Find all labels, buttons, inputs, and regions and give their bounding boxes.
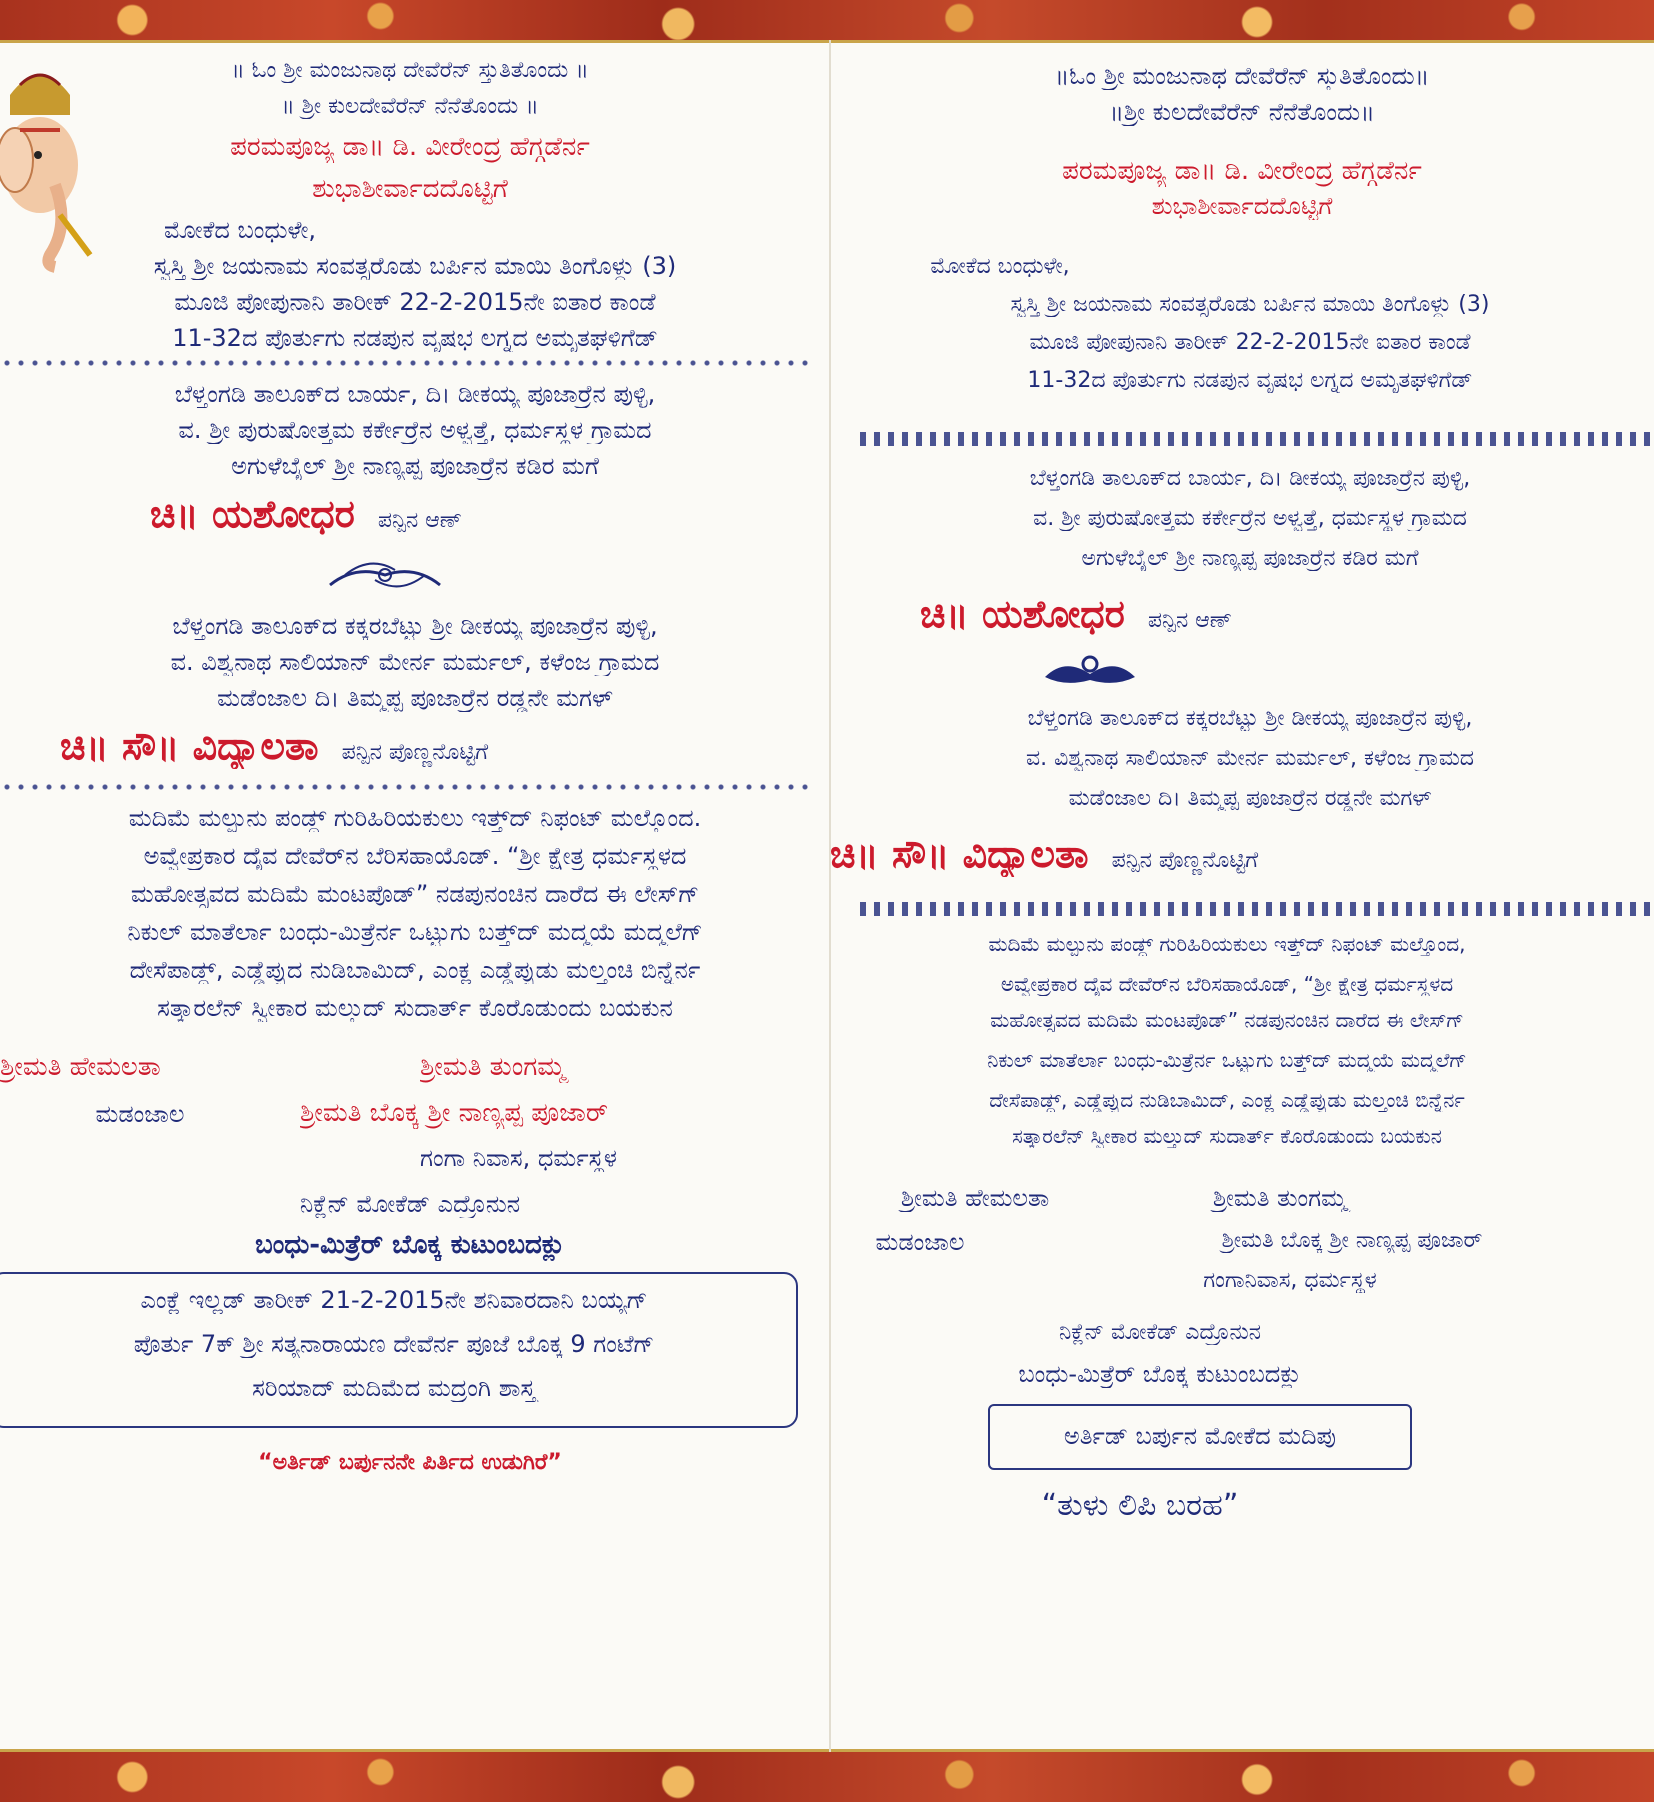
intro-line-2: ಮೂಜಿ ಪೋಪುನಾನಿ ತಾರೀಕ್ 22-2-2015ನೇ ಐತಾರ ಕಾಂಡೆ: [174, 288, 656, 316]
bride-parents-line-3: ಮಡೆಂಜಾಲ ದಿ। ತಿಮ್ಮಪ್ಪ ಪೂಜಾರ್ರೆನ ರಡ್ಡನೇ ಮಗಳ್: [217, 684, 613, 712]
body-line-5: ದೇಸೆಪಾಡ್ದ್, ಎಡ್ಡೆಪ್ಪುದ ನುಡಿಬಾಮಿದ್, ಎಂಕ್ಲ ಎಡ್ಡೆಪ್ಪುಡು ಮಲ್ತಂಚಿ ಬಿನ್ನೆರ್ನ: [129, 956, 701, 984]
intro-line-2: ಮೂಜಿ ಪೋಪುನಾನಿ ತಾರೀಕ್ 22-2-2015ನೇ ಐತಾರ ಕಾಂಡೆ: [1029, 330, 1471, 355]
invocation-line-1: ॥ಓಂ ಶ್ರೀ ಮಂಜುನಾಥ ದೇವೆರೆನ್ ಸ್ತುತಿತೊಂದು॥: [1054, 62, 1430, 90]
joined-hands-icon: [325, 545, 445, 605]
intro-line-3: 11-32ದ ಪೊರ್ತುಗು ನಡಪುನ ವೃಷಭ ಲಗ್ನದ ಅಮೃತಘಳಿಗೆಡ್: [1027, 368, 1473, 393]
bride-parents-line-1: ಬೆಳ್ತಂಗಡಿ ತಾಲೂಕ್‌ದ ಕಕ್ಕರಬೆಟ್ಟು ಶ್ರೀ ಡೀಕಯ್ಯ ಪೂಜಾರ್ರೆನ ಪುಳ್ಳಿ,: [172, 612, 658, 640]
intro-line-1: ಸ್ವಸ್ತಿ ಶ್ರೀ ಜಯನಾಮ ಸಂವತ್ಸರೊಡು ಬರ್ಪಿನ ಮಾಯಿ ತಿಂಗೊಳ್ದು (3): [153, 252, 677, 280]
body-line-4: ನಿಕುಲ್ ಮಾತೆರ್ಲಾ ಬಂಧು-ಮಿತ್ರೆರ್ನ ಒಟ್ಟುಗು ಬತ್ತ್‌ದ್ ಮದ್ಮಯೆ ಮದ್ಮಲೆಗ್: [987, 1048, 1467, 1072]
signatory-right-name-1: ಶ್ರೀಮತಿ ತುಂಗಮ್ಮ: [1212, 1184, 1348, 1212]
signatory-right-name-2: ಶ್ರೀಮತಿ ಬೊಕ್ಕ ಶ್ರೀ ನಾಣ್ಯಪ್ಪ ಪೂಜಾರ್: [300, 1098, 609, 1128]
ornamental-divider: [0, 356, 810, 370]
bride-name: ಚಿ॥ ಸೌ॥ ವಿದ್ಯಾಲತಾ: [60, 724, 319, 768]
groom-parents-line-1: ಬೆಳ್ತಂಗಡಿ ತಾಲೂಕ್‌ದ ಬಾರ್ಯ, ದಿ। ಡೀಕಯ್ಯ ಪೂಜಾರ್ರೆನ ಪುಳ್ಳಿ,: [174, 380, 656, 408]
bride-parents-line-2: ವ. ವಿಶ್ವನಾಥ ಸಾಲಿಯಾನ್ ಮೇರ್ನ ಮರ್ಮಲ್, ಕಳೆಂಜ ಗ್ರಾಮದ: [170, 648, 660, 676]
invocation-line-2: ॥ಶ್ರೀ ಕುಲದೇವೆರೆನ್ ನೆನೆತೊಂದು॥: [1109, 98, 1375, 126]
closing-line-1: ನಿಕ್ಲೆನ್ ಮೋಕೆಡ್ ಎದ್ರೊನುನ: [299, 1190, 521, 1218]
groom-parents-line-1: ಬೆಳ್ತಂಗಡಿ ತಾಲೂಕ್‌ದ ಬಾರ್ಯ, ದಿ। ಡೀಕಯ್ಯ ಪೂಜಾರ್ರೆನ ಪುಳ್ಳಿ,: [1029, 466, 1471, 491]
blessing-line: ಶುಭಾಶೀರ್ವಾದದೊಟ್ಟಿಗೆ: [1151, 192, 1333, 220]
motto: “ತುಳು ಲಿಪಿ ಬರಹ”: [1041, 1488, 1239, 1523]
notice-line-3: ಸರಿಯಾದ್ ಮದಿಮೆದ ಮದ್ರಂಗಿ ಶಾಸ್ತ್ರ: [252, 1374, 536, 1402]
ornamental-divider: [0, 780, 810, 794]
motto: “ಅರ್ತಿಡ್ ಬರ್ಪುನನೇ ಪಿರ್ತಿದ ಉಡುಗಿರೆ”: [258, 1450, 562, 1475]
intro-line-1: ಸ್ವಸ್ತಿ ಶ್ರೀ ಜಯನಾಮ ಸಂವತ್ಸರೊಡು ಬರ್ಪಿನ ಮಾಯಿ ತಿಂಗೊಳ್ದು (3): [1010, 292, 1490, 317]
motto-box-text: ಅರ್ತಿಡ್ ಬರ್ಪುನ ಮೋಕೆದ ಮದಿಪು: [1063, 1422, 1337, 1450]
groom-name: ಚಿ॥ ಯಶೋಧರ: [150, 492, 355, 536]
body-line-4: ನಿಕುಲ್ ಮಾತೆರ್ಲಾ ಬಂಧು-ಮಿತ್ರೆರ್ನ ಒಟ್ಟುಗು ಬತ್ತ್‌ದ್ ಮದ್ಮಯೆ ಮದ್ಮಲೆಗ್: [127, 918, 703, 946]
body-line-3: ಮಹೋತ್ಸವದ ಮದಿಮೆ ಮಂಟಪೊಡ್” ನಡಪುನಂಚಿನ ದಾರೆದ ಈ ಲೇಸ್‌ಗ್: [130, 880, 700, 908]
greeting: ಮೋಕೆದ ಬಂಧುಳೇ,: [930, 254, 1070, 279]
ornamental-divider: [860, 902, 1650, 916]
bride-row: [830, 832, 1650, 877]
bride-suffix: ಪನ್ಪಿನ ಪೊಣ್ಣನೊಟ್ಟಿಗೆ: [1111, 848, 1259, 873]
groom-parents-line-3: ಅಗುಳೆಬೈಲ್ ಶ್ರೀ ನಾಣ್ಯಪ್ಪ ಪೂಜಾರ್ರೆನ ಕಡಿರ ಮಗೆ: [231, 452, 599, 480]
signatory-left-place: ಮಡಂಜಾಲ: [95, 1100, 185, 1128]
signatory-left-name: ಶ್ರೀಮತಿ ಹೇಮಲತಾ: [0, 1052, 161, 1082]
right-panel-tulu: [830, 40, 1654, 1752]
bottom-floral-border: [0, 1752, 1654, 1802]
groom-suffix: ಪನ್ಪಿನ ಆಣ್: [1147, 608, 1232, 633]
bride-name: ಚಿ॥ ಸೌ॥ ವಿದ್ಯಾಲತಾ: [830, 832, 1089, 876]
notice-line-1: ಎಂಕ್ಲೆ ಇಲ್ಲಡ್ ತಾರೀಕ್ 21-2-2015ನೇ ಶನಿವಾರದಾನಿ ಬಯ್ಯಗ್: [140, 1286, 648, 1314]
invocation-line-2: ॥ ಶ್ರೀ ಕುಲದೇವೆರೆನ್ ನೆನೆತೊಂದು ॥: [281, 94, 539, 119]
groom-parents-line-2: ವ. ಶ್ರೀ ಪುರುಷೋತ್ತಮ ಕರ್ಕೇರ್ರೆನ ಅಳ್ವತ್ತೆ, ಧರ್ಮಸ್ಥಳ ಗ್ರಾಮದ: [178, 416, 652, 444]
groom-parents-line-3: ಅಗುಳೆಬೈಲ್ ಶ್ರೀ ನಾಣ್ಯಪ್ಪ ಪೂಜಾರ್ರೆನ ಕಡಿರ ಮಗೆ: [1081, 546, 1419, 571]
blessing-name: ಪರಮಪೂಜ್ಯ ಡಾ॥ ಡಿ. ವೀರೇಂದ್ರ ಹೆಗ್ಗಡೆರ್ನ: [230, 132, 590, 162]
intro-line-3: 11-32ದ ಪೊರ್ತುಗು ನಡಪುನ ವೃಷಭ ಲಗ್ನದ ಅಮೃತಘಳಿಗೆಡ್: [172, 324, 658, 352]
bride-parents-line-2: ವ. ವಿಶ್ವನಾಥ ಸಾಲಿಯಾನ್ ಮೇರ್ನ ಮರ್ಮಲ್, ಕಳೆಂಜ ಗ್ರಾಮದ: [1025, 746, 1475, 771]
invocation-line-1: ॥ ಓಂ ಶ್ರೀ ಮಂಜುನಾಥ ದೇವೆರೆನ್ ಸ್ತುತಿತೊಂದು ॥: [231, 58, 589, 83]
mehendi-notice-box: [0, 1272, 798, 1428]
signatory-right-name-1: ಶ್ರೀಮತಿ ತುಂಗಮ್ಮ: [420, 1052, 566, 1082]
flourish-ornament-icon: [1040, 652, 1140, 692]
notice-line-2: ಪೊರ್ತು 7ಕ್ ಶ್ರೀ ಸತ್ಯನಾರಾಯಣ ದೇವೆರ್ನ ಪೂಜೆ ಬೊಕ್ಕ 9 ಗಂಟೆಗ್: [133, 1330, 655, 1358]
closing-line-1: ನಿಕ್ಲೆನ್ ಮೋಕೆಡ್ ಎದ್ರೊನುನ: [1059, 1320, 1261, 1345]
signatory-left-place: ಮಡಂಜಾಲ: [875, 1228, 965, 1256]
groom-row: [150, 492, 630, 537]
groom-suffix: ಪನ್ಪಿನ ಆಣ್: [377, 508, 462, 533]
body-line-6: ಸತ್ಕಾರಲೆನ್ ಸ್ವೀಕಾರ ಮಲ್ತುದ್ ಸುದಾರ್ತ್ ಕೊರೊಡುಂದು ಬಯಕುನ: [1012, 1124, 1442, 1148]
body-line-2: ಅವ್ವೇಪ್ರಕಾರ ದೈವ ದೇವೆರ್‌ನ ಬೆರಿಸಹಾಯೊಡ್, “ಶ್ರೀ ಕ್ಷೇತ್ರ ಧರ್ಮಸ್ಥಳದ: [1000, 972, 1454, 996]
top-floral-border: [0, 0, 1654, 40]
blessing-name: ಪರಮಪೂಜ್ಯ ಡಾ॥ ಡಿ. ವೀರೇಂದ್ರ ಹೆಗ್ಗಡೆರ್ನ: [1062, 156, 1422, 186]
bride-suffix: ಪನ್ಪಿನ ಪೊಣ್ಣನೊಟ್ಟಿಗೆ: [341, 740, 489, 765]
signatory-right-place: ಗಂಗಾನಿವಾಸ, ಧರ್ಮಸ್ಥಳ: [1203, 1268, 1377, 1293]
closing-line-2: ಬಂಧು-ಮಿತ್ರೆರ್ ಬೊಕ್ಕ ಕುಟುಂಬದಕ್ಲು: [255, 1230, 565, 1260]
bride-parents-line-3: ಮಡೆಂಜಾಲ ದಿ। ತಿಮ್ಮಪ್ಪ ಪೂಜಾರ್ರೆನ ರಡ್ಡನೇ ಮಗಳ್: [1068, 786, 1432, 811]
signatory-right-place: ಗಂಗಾ ನಿವಾಸ, ಧರ್ಮಸ್ಥಳ: [420, 1144, 617, 1172]
bride-row: [60, 724, 760, 769]
body-line-5: ದೇಸೆಪಾಡ್ದ್, ಎಡ್ಡೆಪ್ಪುದ ನುಡಿಬಾಮಿದ್, ಎಂಕ್ಲ ಎಡ್ಡೆಪ್ಪುಡು ಮಲ್ತಂಚಿ ಬಿನ್ನೆರ್ನ: [989, 1088, 1465, 1112]
ornamental-divider: [860, 432, 1650, 446]
body-line-1: ಮದಿಮೆ ಮಲ್ಪುನು ಪಂಡ್ದ್ ಗುರಿಹಿರಿಯಕುಲು ಇತ್ತ್‌ದ್ ನಿಫಂಟ್ ಮಲ್ತೊಂದ,: [988, 932, 1466, 956]
closing-line-2: ಬಂಧು-ಮಿತ್ರೆರ್ ಬೊಕ್ಕ ಕುಟುಂಬದಕ್ಲು: [1018, 1360, 1302, 1388]
signatory-right-name-2: ಶ್ರೀಮತಿ ಬೊಕ್ಕ ಶ್ರೀ ನಾಣ್ಯಪ್ಪ ಪೂಜಾರ್: [1221, 1228, 1483, 1253]
body-line-6: ಸತ್ಕಾರಲೆನ್ ಸ್ವೀಕಾರ ಮಲ್ತುದ್ ಸುದಾರ್ತ್ ಕೊರೊಡುಂದು ಬಯಕುನ: [157, 994, 673, 1022]
left-panel-kannada: [0, 40, 830, 1752]
blessing-line: ಶುಭಾಶೀರ್ವಾದದೊಟ್ಟಿಗೆ: [312, 174, 508, 204]
bride-parents-line-1: ಬೆಳ್ತಂಗಡಿ ತಾಲೂಕ್‌ದ ಕಕ್ಕರಬೆಟ್ಟು ಶ್ರೀ ಡೀಕಯ್ಯ ಪೂಜಾರ್ರೆನ ಪುಳ್ಳಿ,: [1027, 706, 1473, 731]
groom-row: [920, 592, 1540, 637]
groom-parents-line-2: ವ. ಶ್ರೀ ಪುರುಷೋತ್ತಮ ಕರ್ಕೇರ್ರೆನ ಅಳ್ವತ್ತೆ, ಧರ್ಮಸ್ಥಳ ಗ್ರಾಮದ: [1033, 506, 1467, 531]
motto-box: [988, 1404, 1412, 1470]
greeting: ಮೋಕೆದ ಬಂಧುಳೇ,: [163, 216, 317, 244]
body-line-1: ಮದಿಮೆ ಮಲ್ಪುನು ಪಂಡ್ದ್ ಗುರಿಹಿರಿಯಕುಲು ಇತ್ತ್‌ದ್ ನಿಫಂಟ್ ಮಲ್ತೊಂದ.: [128, 804, 702, 832]
signatory-left-name: ಶ್ರೀಮತಿ ಹೇಮಲತಾ: [900, 1184, 1050, 1212]
body-line-3: ಮಹೋತ್ಸವದ ಮದಿಮೆ ಮಂಟಪೊಡ್” ನಡಪುನಂಚಿನ ದಾರೆದ ಈ ಲೇಸ್‌ಗ್: [990, 1008, 1464, 1032]
body-line-2: ಅವ್ವೇಪ್ರಕಾರ ದೈವ ದೇವೆರ್‌ನ ಬೆರಿಸಹಾಯೊಡ್. “ಶ್ರೀ ಕ್ಷೇತ್ರ ಧರ್ಮಸ್ಥಳದ: [143, 842, 687, 870]
groom-name: ಚಿ॥ ಯಶೋಧರ: [920, 592, 1125, 636]
